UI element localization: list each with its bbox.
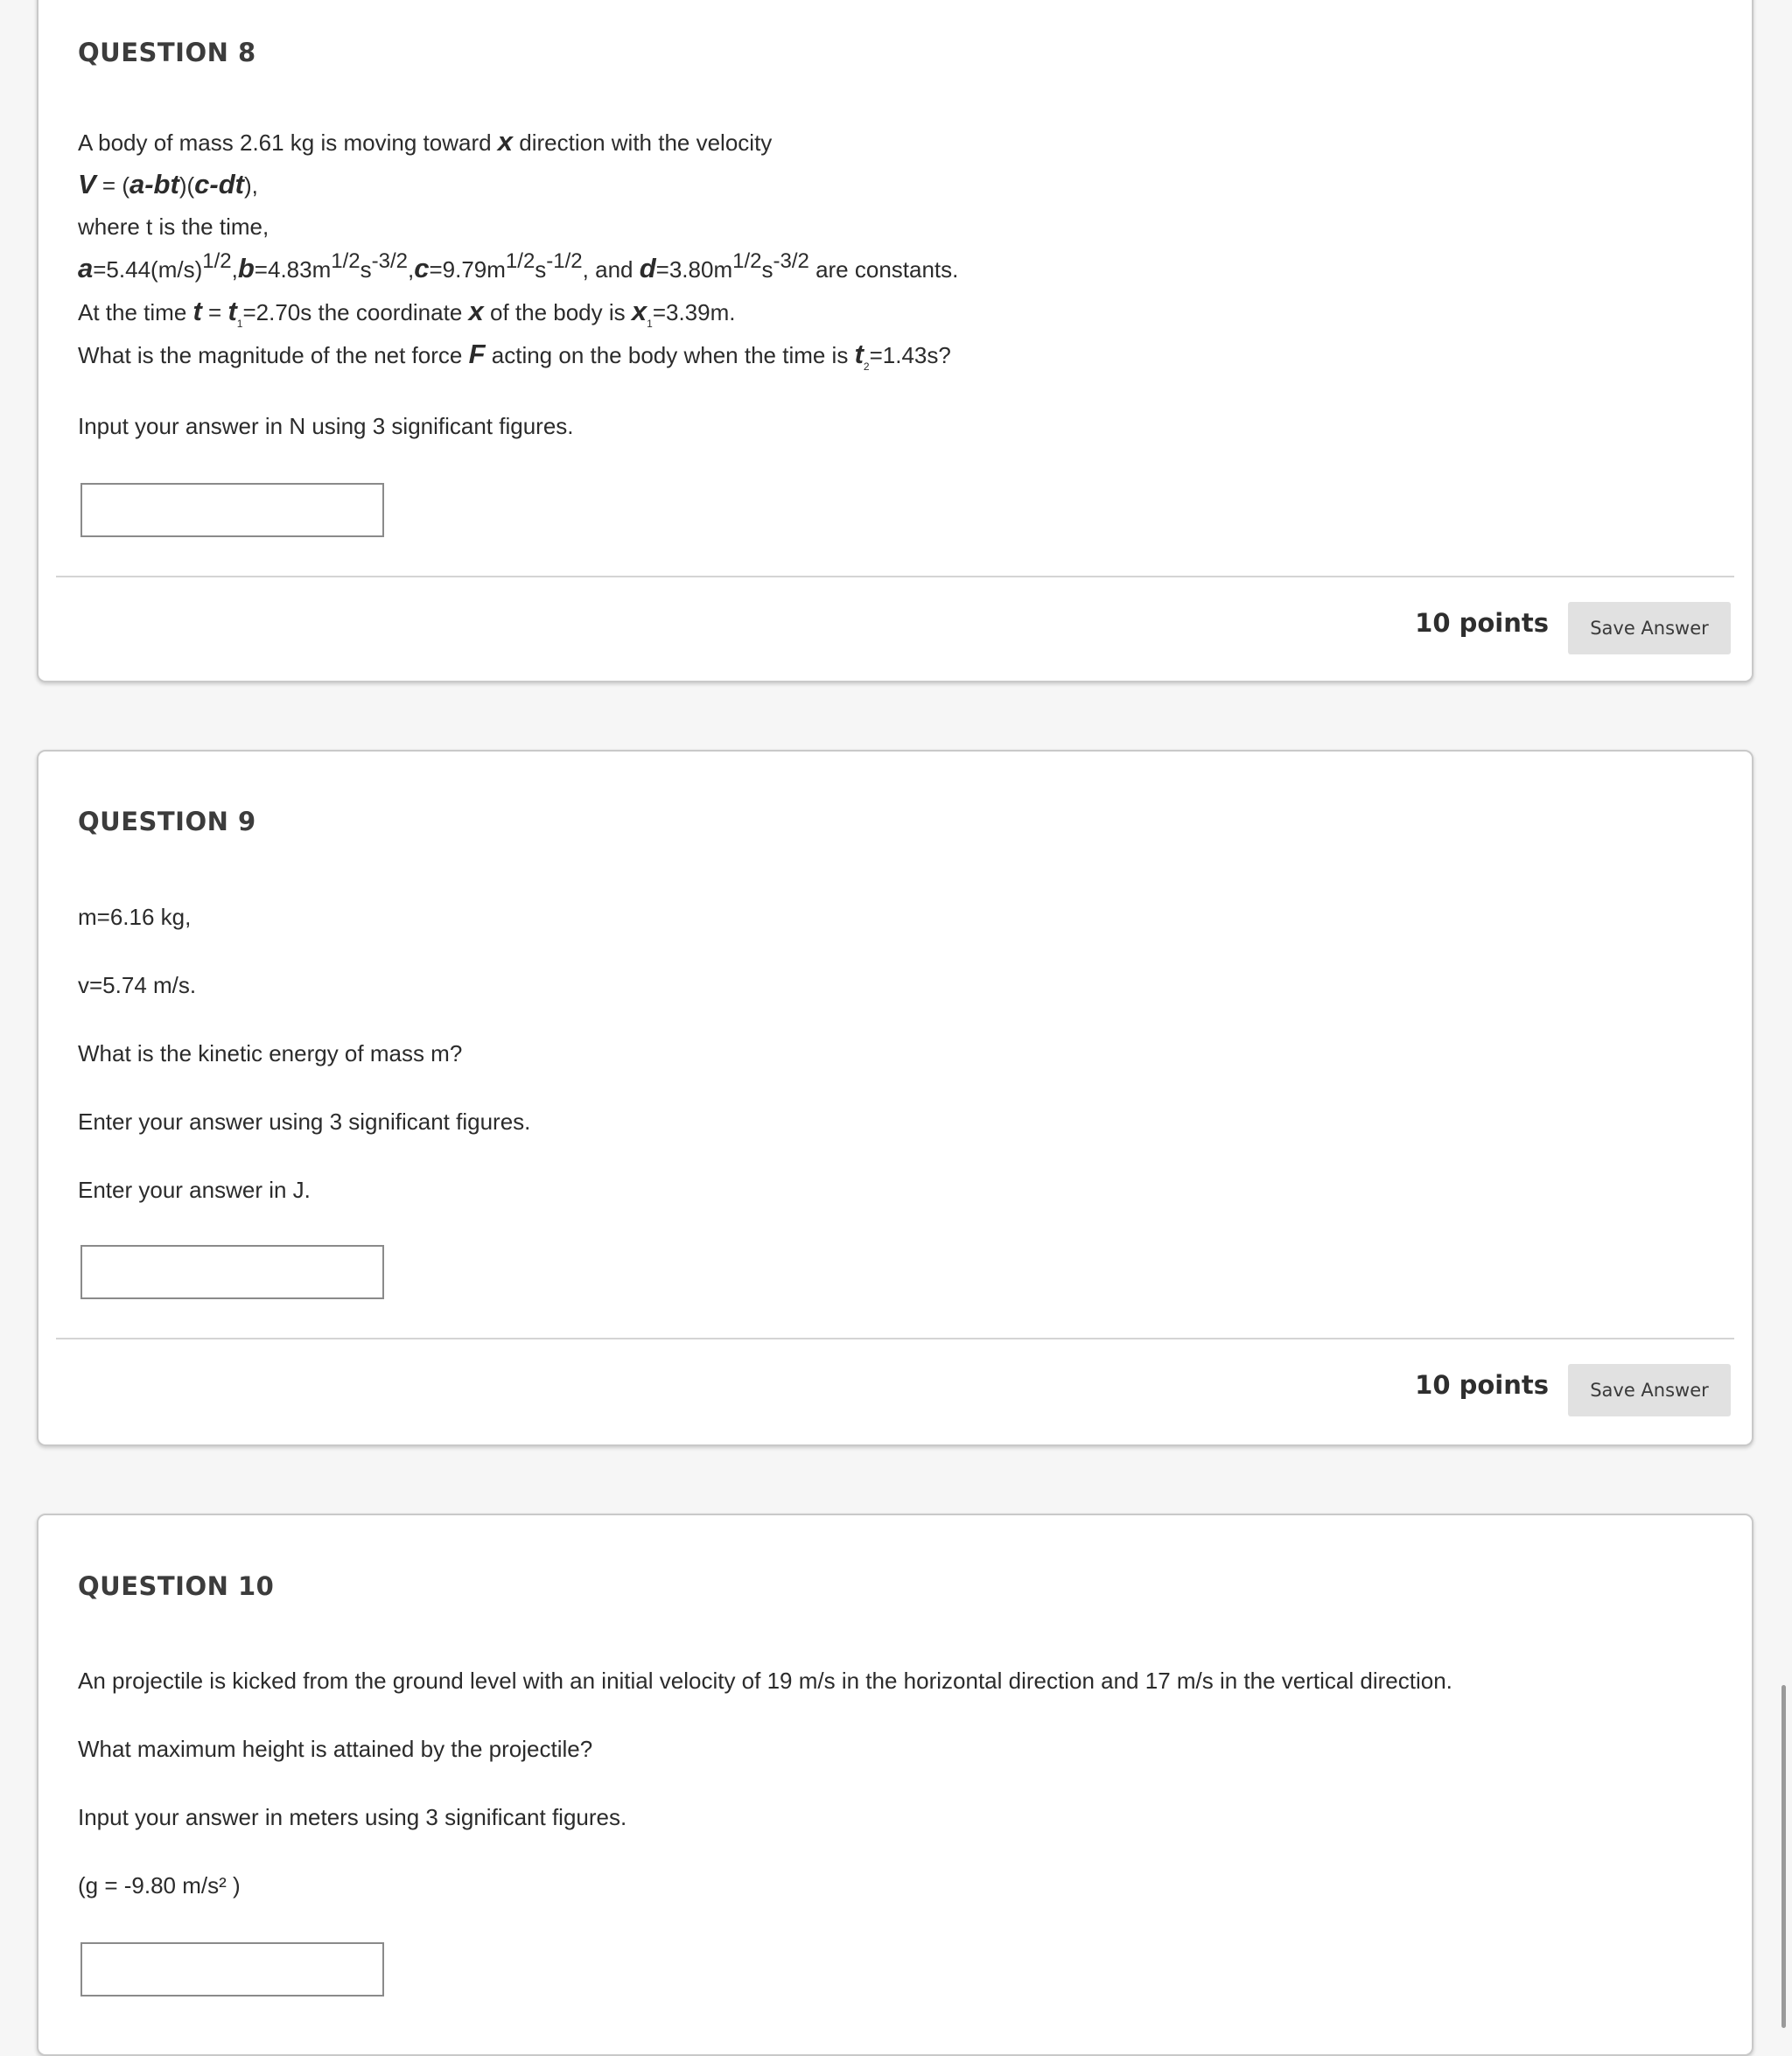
question-line: A body of mass 2.61 kg is moving toward x direction with the velocity — [78, 126, 773, 157]
answer-input[interactable] — [80, 1942, 384, 1997]
question-line: (g = -9.80 m/s² ) — [78, 1872, 241, 1899]
divider — [56, 576, 1734, 577]
answer-input[interactable] — [80, 483, 384, 537]
divider — [56, 1338, 1734, 1339]
points-label: 10 points — [1415, 1370, 1549, 1400]
question-title: QUESTION 9 — [78, 807, 256, 836]
answer-input[interactable] — [80, 1245, 384, 1299]
question-line: v=5.74 m/s. — [78, 972, 197, 998]
question-text — [78, 906, 1717, 1247]
question-line: m=6.16 kg, — [78, 904, 192, 930]
answer-instruction: Input your answer in N using 3 significant figures. — [78, 413, 574, 439]
scrollbar-thumb[interactable] — [1782, 1685, 1786, 2028]
question-line: where t is the time, — [78, 213, 270, 240]
question-title: QUESTION 8 — [78, 38, 256, 67]
question-text — [78, 1669, 1717, 1942]
points-label: 10 points — [1415, 608, 1549, 638]
save-answer-button[interactable]: Save Answer — [1568, 1364, 1731, 1416]
question-line: An projectile is kicked from the ground level with an initial velocity of 19 m/s in the horizontal direction and 17 m/s in the vertical direction. — [78, 1668, 1452, 1694]
force-question-line: What is the magnitude of the net force F acting on the body when the time is $t_2=1.43s$? — [78, 339, 951, 373]
question-line: Input your answer in meters using 3 significant figures. — [78, 1804, 627, 1830]
question-9-card — [37, 750, 1754, 1446]
time-line: At the time $t = t_1=2.70s$ the coordinate x of the body is $x_1=3.39m$. — [78, 296, 736, 330]
constants-line: $a=5.44(m/s)^{1/2},b=4.83m^{1/2}s^{-3/2},c=9.79m^{1/2}s^{-1/2}$, and $d=3.80m^{1/2}s^{-3/2}$ are constants. — [78, 249, 959, 283]
question-line: Enter your answer in J. — [78, 1177, 311, 1203]
question-line: Enter your answer using 3 significant figures. — [78, 1108, 531, 1135]
question-text — [78, 121, 1717, 447]
save-answer-button[interactable]: Save Answer — [1568, 602, 1731, 654]
question-title: QUESTION 10 — [78, 1571, 275, 1601]
question-line: What maximum height is attained by the projectile? — [78, 1736, 593, 1762]
velocity-formula: V = (a-bt)(c-dt), — [78, 169, 258, 199]
question-10-card — [37, 1514, 1754, 2056]
question-8-card — [37, 0, 1754, 682]
question-line: What is the kinetic energy of mass m? — [78, 1040, 463, 1066]
